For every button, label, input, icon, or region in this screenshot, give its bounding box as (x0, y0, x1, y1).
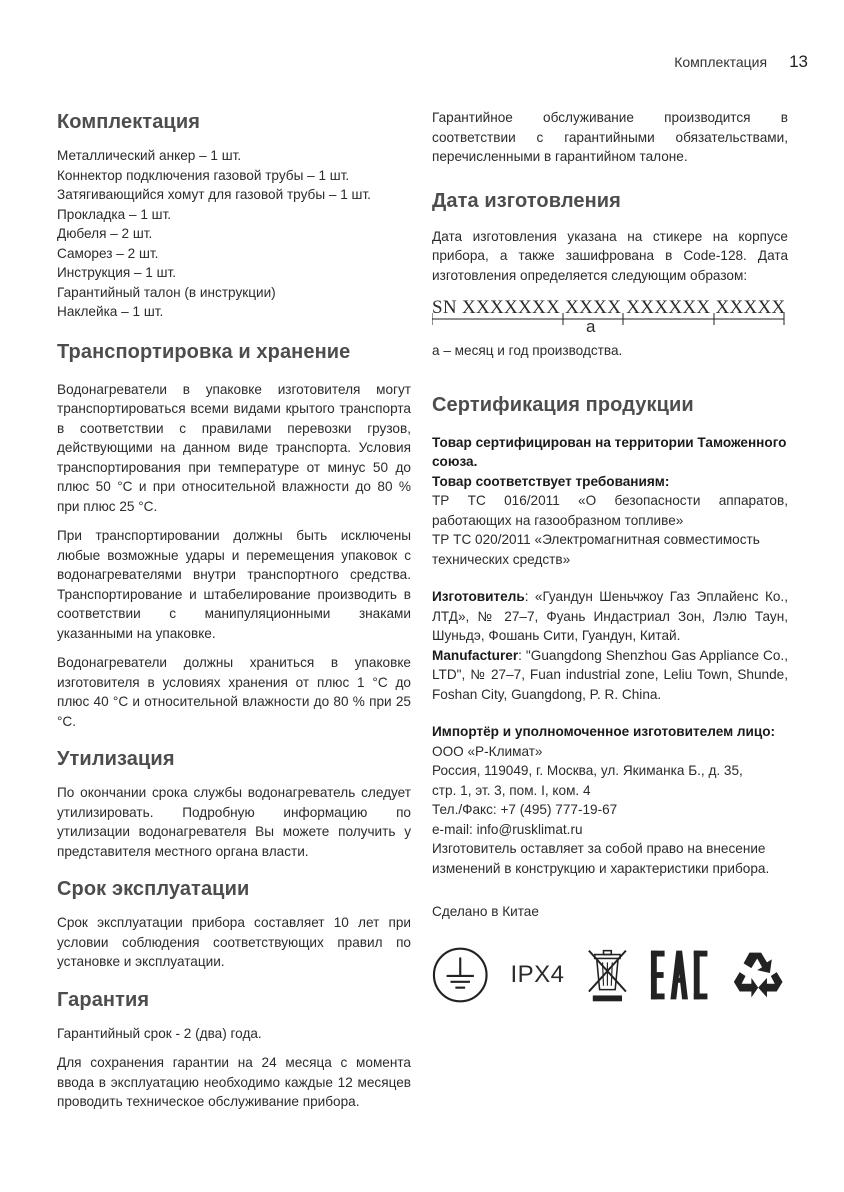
weee-bin-icon (585, 946, 630, 1004)
transport-paragraph-2: При транспортировании должны быть исключены любые возможные удары и перемещения упаковок с водонагревателями внутри транспортного средства. Транспортирование и штабелирование производить в соответствии с манипуляционными знаками указанными на упаковке. (57, 528, 411, 641)
list-item: Коннектор подключения газовой трубы – 1 шт. (57, 167, 350, 183)
warranty-period: Гарантийный срок - 2 (два) года. (57, 1025, 262, 1041)
ipx4-label: IPX4 (510, 960, 565, 988)
manufacturer-en-label: Manufacturer (432, 647, 519, 663)
serial-number-legend: а – месяц и год производства. (432, 343, 623, 358)
disposal-paragraph: По окончании срока службы водонагреватель следует утилизировать. Подробную информацию по утилизации водонагревателя Вы можете получить у представителя местного органа власти. (57, 785, 411, 859)
header-section-title: Комплектация (674, 54, 768, 70)
page-number: 13 (789, 52, 808, 71)
serial-number-code: SN XXXXXXX XXXX XXXXXX XXXXX (432, 297, 786, 318)
certified-statement: Товар сертифицирован на территории Таможенного союза. (432, 434, 787, 469)
manufacturer-ru-text: : «Гуандун Шеньчжоу Газ Эплайенс Ко., ЛТД», № 27–7, Фуань Индастриал Зон, Лэлю Таун, Шуньдэ, Фошань Сити, Гуандун, Китай. (432, 589, 788, 643)
manufacturer-ru (432, 587, 788, 646)
serial-number-diagram (432, 297, 788, 337)
service-life-title: Срок эксплуатации (57, 878, 250, 900)
kit-title: Комплектация (57, 111, 200, 133)
warranty-continuation: Гарантийное обслуживание производится в соответствии с гарантийными обязательствами, перечисленными в гарантийном талоне. (432, 110, 788, 164)
service-life-paragraph: Срок эксплуатации прибора составляет 10 лет при условии соблюдения соответствующих правил по установке и эксплуатации. (57, 915, 411, 969)
ground-icon (432, 946, 488, 1004)
page-header (674, 52, 808, 72)
manufacture-date-title: Дата изготовления (432, 189, 621, 212)
manufacturer-en-text: : "Guangdong Shenzhou Gas Appliance Co., LTD", № 27–7, Fuan industrial zone, Leliu Town, Shunde, Foshan City, Guangdong, P. R. China. (432, 647, 788, 702)
importer-label: Импортёр и уполномоченное изготовителем лицо: (432, 724, 776, 739)
kit-list (57, 146, 411, 322)
transport-title: Транспортировка и хранение (57, 340, 351, 363)
warranty-title: Гарантия (57, 988, 150, 1011)
manufacturer-ru-label: Изготовитель (432, 589, 525, 604)
list-item: Затягивающийся хомут для газовой трубы – 1 шт. (57, 187, 371, 202)
recycle-icon (728, 946, 788, 1004)
right-column (432, 108, 788, 1004)
compliance-statement: Товар соответствует требованиям: (432, 473, 670, 489)
importer-line: Россия, 119049, г. Москва, ул. Якиманка Б., д. 35, (432, 763, 743, 778)
manufacturer-rights-note: Изготовитель оставляет за собой право на внесение изменений в конструкцию и характеристики прибора. (432, 841, 770, 876)
made-in: Сделано в Китае (432, 904, 539, 919)
certification-title: Сертификация продукции (432, 393, 694, 416)
list-item: Металлический анкер – 1 шт. (57, 148, 242, 163)
left-column (57, 108, 411, 1112)
manufacture-date-paragraph: Дата изготовления указана на стикере на корпусе прибора, а также зашифрована в Code-128. Дата изготовления определяется следующим образом: (432, 228, 788, 283)
list-item: Дюбеля – 2 шт. (57, 226, 153, 241)
importer-email: e-mail: info@rusklimat.ru (432, 821, 583, 837)
list-item: Гарантийный талон (в инструкции) (57, 284, 276, 300)
importer-line: ООО «Р-Климат» (432, 743, 543, 759)
certification-icons (432, 946, 788, 1004)
manufacturer-en (432, 646, 788, 705)
importer-line: Тел./Факс: +7 (495) 777-19-67 (432, 802, 618, 817)
transport-paragraph-3: Водонагреватели должны храниться в упаковке изготовителя в условиях хранения от плюс 1 °С до плюс 40 °С и относительной влажности до 80 % при 25 °С. (57, 655, 411, 729)
list-item: Саморез – 2 шт. (57, 245, 159, 261)
list-item: Наклейка – 1 шт. (57, 304, 164, 319)
eac-mark-icon (649, 946, 711, 1004)
requirement-2: ТР ТС 020/2011 «Электромагнитная совместимость технических средств» (432, 532, 760, 567)
serial-number-marker: a (586, 317, 596, 336)
disposal-title: Утилизация (57, 748, 175, 770)
list-item: Прокладка – 1 шт. (57, 206, 172, 222)
transport-paragraph-1: Водонагреватели в упаковке изготовителя могут транспортироваться всеми видами крытого транспорта в соответствии с правилами перевозки грузов, действующими на данном виде транспорта. Условия транспортирования при температуре от минус 50 до плюс 50 °С и при относительной влажности до 80 % при плюс 25 °С. (57, 381, 411, 514)
requirement-1: ТР ТС 016/2011 «О безопасности аппаратов, работающих на газообразном топливе» (432, 493, 788, 528)
list-item: Инструкция – 1 шт. (57, 265, 177, 280)
serial-number-brackets (432, 297, 788, 337)
importer-line: стр. 1, эт. 3, пом. I, ком. 4 (432, 782, 591, 798)
warranty-paragraph: Для сохранения гарантии на 24 месяца с момента ввода в эксплуатацию необходимо каждые 12 месяцев проводить техническое обслуживание прибора. (57, 1055, 411, 1109)
